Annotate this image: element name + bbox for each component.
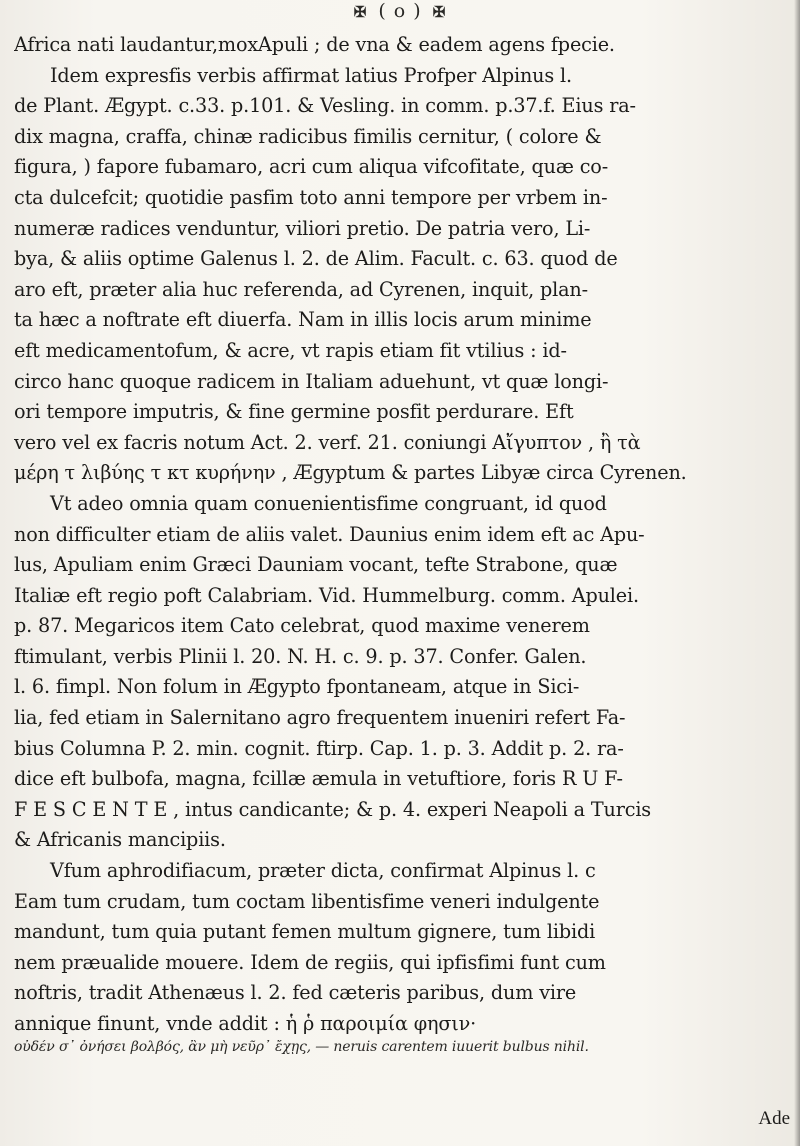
text-line: Vt adeo omnia quam conuenientisfime congruant, id quod: [50, 491, 607, 515]
text-line: eft medicamentofum, & acre, vt rapis etiam fit vtilius : id-: [14, 338, 567, 362]
text-line: non difficulter etiam de aliis valet. Daunius enim idem eft ac Apu-: [14, 522, 645, 546]
text-line: μέρη τ λιβύης τ κτ κυρήνην , Ægyptum & partes Libyæ circa Cyrenen.: [14, 461, 687, 485]
page-header: [0, 0, 800, 26]
text-line: de Plant. Ægypt. c.33. p.101. & Vesling. in comm. p.37.f. Eius ra-: [14, 94, 636, 118]
text-line: ta hæc a noftrate eft diuerfa. Nam in illis locis arum minime: [14, 308, 592, 332]
text-line: F E S C E N T E , intus candicante; & p. 4. experi Neapoli a Turcis: [14, 797, 652, 821]
text-line: nem præualide mouere. Idem de regiis, qui ipfisfimi funt cum: [14, 950, 606, 974]
text-line: p. 87. Megaricos item Cato celebrat, quod maxime venerem: [14, 614, 590, 638]
text-line: vero vel ex facris notum Act. 2. verf. 21. coniungi Αἴγυπτον , ἢ τὰ: [14, 430, 641, 454]
text-line: Africa nati laudantur,moxApuli ; de vna & eadem agens fpecie.: [14, 33, 615, 56]
text-line: dix magna, craffa, chinæ radicibus fimilis cernitur, ( colore &: [14, 124, 602, 148]
text-line: Vfum aphrodifiacum, præter dicta, confirmat Alpinus l. c: [50, 859, 596, 883]
text-line: bius Columna P. 2. min. cognit. ftirp. Cap. 1. p. 3. Addit p. 2. ra-: [14, 736, 624, 760]
text-line: lia, fed etiam in Salernitano agro frequentem inueniri refert Fa-: [14, 706, 626, 730]
text-line: numeræ radices venduntur, viliori pretio. De patria vero, Li-: [14, 216, 591, 240]
text-line: mandunt, tum quia putant femen multum gignere, tum libidi: [14, 920, 596, 944]
page-number: ( o ): [378, 0, 422, 22]
ornament-right-icon: ✠: [432, 3, 447, 21]
text-line: ori tempore imputris, & fine germine posfit perdurare. Eft: [14, 400, 574, 424]
text-line: bya, & aliis optime Galenus l. 2. de Alim. Facult. c. 63. quod de: [14, 247, 618, 271]
text-line: Italiæ eft regio poft Calabriam. Vid. Hummelburg. comm. Apulei.: [14, 583, 639, 607]
text-line: lus, Apuliam enim Græci Dauniam vocant, tefte Strabone, quæ: [14, 553, 618, 577]
body-text: [14, 30, 784, 1055]
text-line: Idem expresfis verbis affirmat latius Profper Alpinus l.: [50, 63, 572, 87]
text-line: circo hanc quoque radicem in Italiam aduehunt, vt quæ longi-: [14, 369, 609, 393]
greek-verse-gloss: οὐδέν σ᾽ ὀνήσει βολβός, ἂν μὴ νεῦρ᾽ ἔχῃς, — neruis carentem iuuerit bulbus nihil.: [14, 1039, 589, 1055]
page-edge-shadow: [794, 0, 800, 1146]
text-line: figura, ) fapore fubamaro, acri cum aliqua vifcofitate, quæ co-: [14, 155, 609, 179]
catchword: Ade: [758, 1108, 790, 1129]
text-line: dice eft bulbofa, magna, fcillæ æmula in vetuftiore, foris R U F-: [14, 767, 623, 791]
text-line: noftris, tradit Athenæus l. 2. fed cæteris paribus, dum vire: [14, 981, 577, 1005]
text-line: cta dulcefcit; quotidie pasfim toto anni tempore per vrbem in-: [14, 185, 608, 209]
text-line: Eam tum crudam, tum coctam libentisfime veneri indulgente: [14, 889, 600, 913]
ornament-left-icon: ✠: [353, 3, 368, 21]
text-line: ftimulant, verbis Plinii l. 20. N. H. c. 9. p. 37. Confer. Galen.: [14, 644, 587, 668]
text-line: aro eft, præter alia huc referenda, ad Cyrenen, inquit, plan-: [14, 277, 588, 301]
text-line: & Africanis mancipiis.: [14, 828, 226, 852]
text-line: annique finunt, vnde addit : ἡ ῥ παροιμία φησιν·: [14, 1012, 477, 1035]
text-line: l. 6. fimpl. Non folum in Ægypto fpontaneam, atque in Sici-: [14, 675, 580, 699]
